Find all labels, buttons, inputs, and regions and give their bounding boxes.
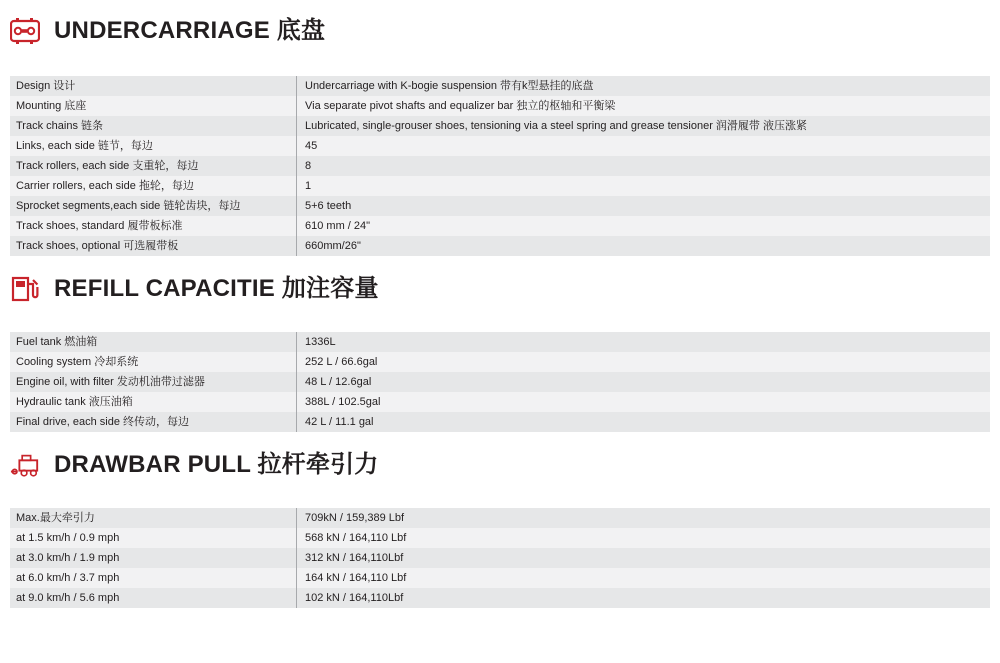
row-value: 164 kN / 164,110 Lbf [297,568,991,588]
table-row [10,196,990,216]
row-label: Max.最大牵引力 [10,508,297,528]
row-value: 312 kN / 164,110Lbf [297,548,991,568]
table-row [10,176,990,196]
table-row [10,508,990,528]
row-label: Engine oil, with filter 发动机油带过滤器 [10,372,297,392]
table-row [10,392,990,412]
row-label: Links, each side 链节，每边 [10,136,297,156]
row-label: Final drive, each side 终传动，每边 [10,412,297,432]
table-row [10,332,990,352]
table-row [10,528,990,548]
row-value: 568 kN / 164,110 Lbf [297,528,991,548]
row-label: at 1.5 km/h / 0.9 mph [10,528,297,548]
row-label: Sprocket segments,each side 链轮齿块，每边 [10,196,297,216]
undercarriage-icon [10,16,40,46]
row-value: 388L / 102.5gal [297,392,991,412]
row-value: 8 [297,156,991,176]
row-label: Fuel tank 燃油箱 [10,332,297,352]
spacer-between-sections-2 [10,432,990,450]
row-value: 45 [297,136,991,156]
spacer-after-drawbar-header [10,480,990,508]
row-value: Lubricated, single-grouser shoes, tensioning via a steel spring and grease tensioner 润滑履带 液压涨紧 [297,116,991,136]
row-value: 660mm/26" [297,236,991,256]
table-refill-capacities [10,332,990,432]
table-row [10,372,990,392]
section-header-refill [10,274,990,304]
row-label: Carrier rollers, each side 拖轮，每边 [10,176,297,196]
row-value: 610 mm / 24" [297,216,991,236]
spacer-after-refill-header [10,304,990,332]
row-label: at 3.0 km/h / 1.9 mph [10,548,297,568]
row-label: Mounting 底座 [10,96,297,116]
row-label: Hydraulic tank 液压油箱 [10,392,297,412]
table-row [10,568,990,588]
table-row [10,548,990,568]
table-row [10,116,990,136]
row-label: at 9.0 km/h / 5.6 mph [10,588,297,608]
section-header-undercarriage [10,16,990,46]
row-label: Track shoes, standard 履带板标准 [10,216,297,236]
table-drawbar-pull [10,508,990,608]
table-row [10,588,990,608]
table-row [10,76,990,96]
row-value: 1 [297,176,991,196]
table-row [10,216,990,236]
row-value: Undercarriage with K-bogie suspension 带有k型悬挂的底盘 [297,76,991,96]
top-spacer [10,0,990,16]
row-label: Track rollers, each side 支重轮，每边 [10,156,297,176]
table-row [10,156,990,176]
row-label: Track chains 链条 [10,116,297,136]
fuel-pump-icon [10,274,40,304]
row-label: Design 设计 [10,76,297,96]
row-value: 252 L / 66.6gal [297,352,991,372]
row-value: 48 L / 12.6gal [297,372,991,392]
table-undercarriage [10,76,990,256]
section-refill-capacities [10,274,990,432]
row-value: 102 kN / 164,110Lbf [297,588,991,608]
drawbar-pull-icon [10,450,40,480]
table-row [10,96,990,116]
section-drawbar-pull [10,450,990,608]
row-value: 1336L [297,332,991,352]
table-row [10,352,990,372]
section-undercarriage [10,16,990,256]
table-row [10,236,990,256]
section-title-drawbar: DRAWBAR PULL 拉杆牵引力 [54,450,379,478]
spacer-between-sections-1 [10,256,990,274]
section-title-undercarriage: UNDERCARRIAGE 底盘 [54,16,326,44]
row-value: 42 L / 11.1 gal [297,412,991,432]
row-label: at 6.0 km/h / 3.7 mph [10,568,297,588]
spacer-after-undercarriage-header [10,46,990,76]
row-value: 5+6 teeth [297,196,991,216]
row-value: 709kN / 159,389 Lbf [297,508,991,528]
row-label: Track shoes, optional 可选履带板 [10,236,297,256]
table-row [10,412,990,432]
section-title-refill: REFILL CAPACITIE 加注容量 [54,274,379,302]
table-row [10,136,990,156]
section-header-drawbar [10,450,990,480]
row-label: Cooling system 冷却系统 [10,352,297,372]
row-value: Via separate pivot shafts and equalizer bar 独立的枢轴和平衡梁 [297,96,991,116]
